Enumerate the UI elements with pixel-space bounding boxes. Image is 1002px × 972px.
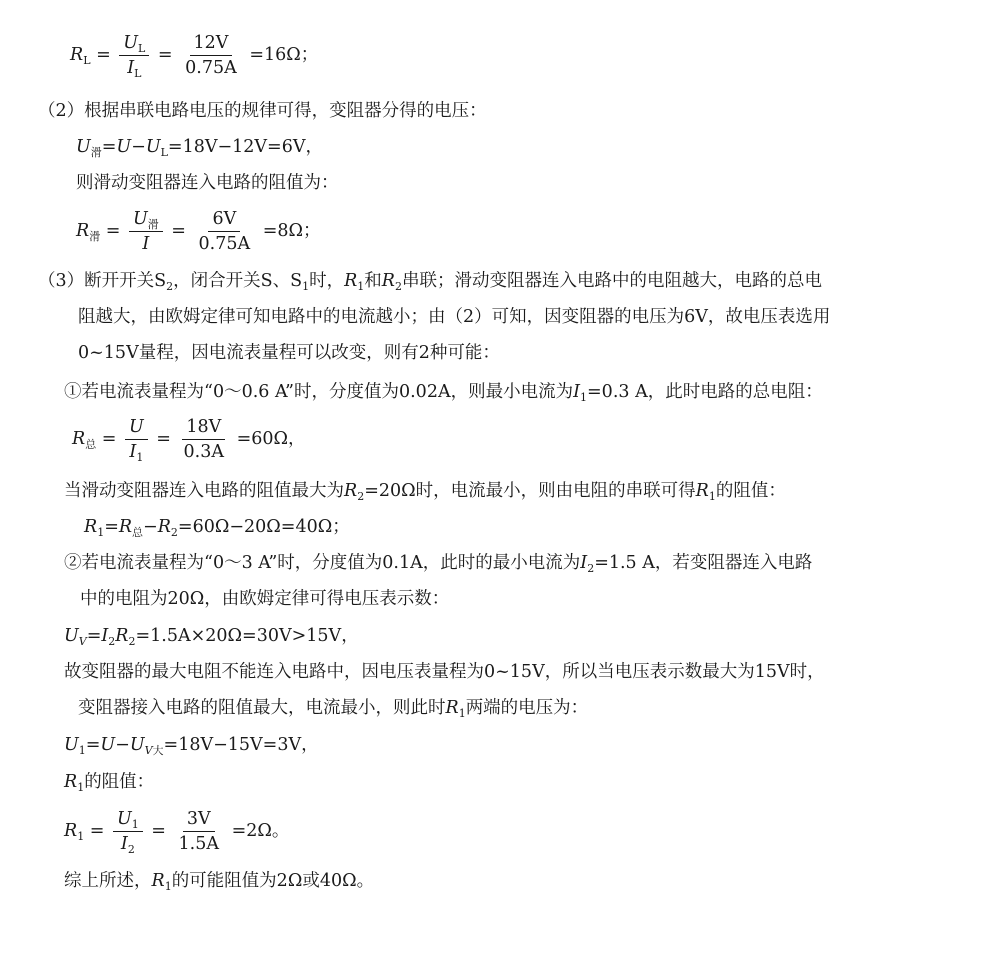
line-u-slide: $U_滑=U-U_L=18V-12V=6V$， [76,137,323,159]
line-summary: 综上所述，$R_1$的可能阻值为2Ω或40Ω。 [64,871,375,893]
line-u1-calc: $U_1=U-U_{V大}=18V-15V=3V$， [64,735,319,757]
line-r1-intro: $R_1$的阻值： [64,772,155,794]
line-case2-conclusion-cont: 变阻器接入电路的阻值最大，电流最小，则此时$R_1$两端的电压为： [78,698,589,720]
line-part3-cont1: 阻越大，由欧姆定律可知电路中的电流越小；由（2）可知，因变阻器的电压为6V，故电压表选用 [78,307,831,327]
line-case1-max-resistance: 当滑动变阻器连入电路的阻值最大为$R_2=20\Omega$时，电流最小，则由电阻的串联可得$R_1$的阻值： [64,481,786,503]
line-case1-intro: ①若电流表量程为“0～0.6 A”时，分度值为0.02A，则最小电流为$I_1=0.3$ A，此时电路的总电阻： [64,382,823,404]
line-r1-case1: $R_1=R_总-R_2=60\Omega-20\Omega=40\Omega$； [84,517,350,539]
line-part2-intro: （2）根据串联电路电压的规律可得，变阻器分得的电压： [38,101,487,121]
line-part3-cont2: 0~15V量程，因电流表量程可以改变，则有2种可能： [78,343,500,363]
line-rl-formula: $R_L$ = $\frac{U_L}{I_L}$ = $\frac{12V}{0.75A}$ =16Ω； [70,33,319,80]
line-part3-intro: （3）断开开关$S_2$，闭合开关S、$S_1$时，$R_1$和$R_2$串联；滑动变阻器连入电路中的电阻越大，电路的总电 [38,271,822,293]
line-r1-formula: $R_1$ = $\frac{U_1}{I_2}$ = $\frac{3V}{1.5A}$ =2Ω。 [64,809,290,856]
line-case2-conclusion: 故变阻器的最大电阻不能连入电路中，因电压表量程为0~15V，所以当电压表示数最大为15V时， [64,662,825,682]
line-case2-intro: ②若电流表量程为“0～3 A”时，分度值为0.1A，此时的最小电流为$I_2=1.5$ A，若变阻器连入电路 [64,553,813,575]
line-slide-resistance-intro: 则滑动变阻器连入电路的阻值为： [76,173,339,193]
line-r-slide-formula: $R_滑$ = $\frac{U_滑}{I}$ = $\frac{6V}{0.75A}$ =8Ω； [76,209,321,254]
line-uv-calc: $U_V=I_2R_2=1.5A\times 20\Omega=30V>15V$， [64,626,359,648]
line-r-total-formula: $R_总$ = $\frac{U}{I_1}$ = $\frac{18V}{0.3A}$ =60Ω， [72,417,306,464]
line-case2-cont: 中的电阻为20Ω，由欧姆定律可得电压表示数： [80,589,450,609]
